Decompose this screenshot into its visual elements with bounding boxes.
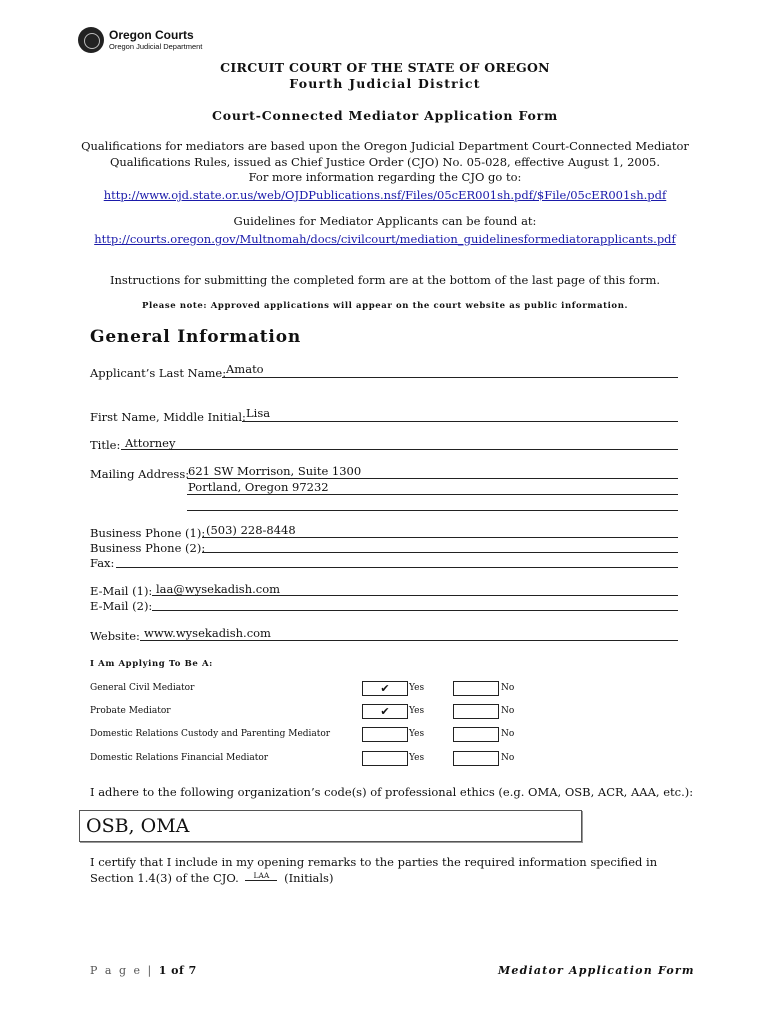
no-label: No <box>501 753 515 763</box>
no-label: No <box>501 706 515 716</box>
page-count: 1 of 7 <box>158 964 197 977</box>
last-name-field[interactable] <box>222 377 678 378</box>
ethics-input[interactable] <box>79 810 582 842</box>
address-field-3[interactable] <box>187 510 678 511</box>
applying-heading: I Am Applying To Be A: <box>90 659 213 669</box>
yes-checkbox[interactable] <box>362 704 408 719</box>
first-name-label: First Name, Middle Initial: <box>90 410 246 424</box>
last-name-value: Amato <box>226 362 264 376</box>
page-number <box>90 964 197 977</box>
instructions-text: Instructions for submitting the completed form are at the bottom of the last page of this form. <box>109 273 661 287</box>
phone1-field[interactable] <box>202 537 678 538</box>
email2-field[interactable] <box>152 610 678 611</box>
yes-label: Yes <box>409 706 425 716</box>
fax-field[interactable] <box>116 567 678 568</box>
district-title: Fourth Judicial District <box>289 76 481 91</box>
yes-checkbox[interactable] <box>362 727 408 742</box>
address-field-2[interactable] <box>187 494 678 495</box>
no-checkbox[interactable] <box>453 704 499 719</box>
yes-checkbox[interactable] <box>362 681 408 696</box>
page-word: P a g e | <box>90 964 154 977</box>
title-label: Title: <box>90 438 121 452</box>
no-checkbox[interactable] <box>453 727 499 742</box>
mediator-type-label: General Civil Mediator <box>90 683 195 693</box>
yes-label: Yes <box>409 753 425 763</box>
email2-label: E-Mail (2): <box>90 599 153 613</box>
no-label: No <box>501 729 515 739</box>
guidelines-text: Guidelines for Mediator Applicants can be found at: <box>233 214 537 228</box>
intro-line-2: Qualifications Rules, issued as Chief Justice Order (CJO) No. 05-028, effective August 1, 2005. <box>109 155 661 169</box>
email1-label: E-Mail (1): <box>90 584 153 598</box>
phone2-field[interactable] <box>202 552 678 553</box>
no-checkbox[interactable] <box>453 751 499 766</box>
website-label: Website: <box>90 629 140 643</box>
mediator-type-label: Probate Mediator <box>90 706 171 716</box>
address-line-1: 621 SW Morrison, Suite 1300 <box>188 464 362 478</box>
cjo-link[interactable]: http://www.ojd.state.or.us/web/OJDPublications.nsf/Files/05cER001sh.pdf/$File/05cER001sh.pdf <box>103 188 667 202</box>
address-field-1[interactable] <box>187 478 678 479</box>
check-mark-icon: ✔ <box>380 705 390 718</box>
ethics-statement: I adhere to the following organization’s code(s) of professional ethics (e.g. OMA, OSB, ACR, AAA, etc.): <box>90 785 694 799</box>
website-field[interactable] <box>140 640 678 641</box>
footer-form-name: Mediator Application Form <box>498 964 695 977</box>
initials-label: (Initials) <box>284 871 334 885</box>
initials-field[interactable] <box>245 871 277 881</box>
intro-line-3: For more information regarding the CJO go to: <box>248 170 522 184</box>
certify-line-2 <box>90 871 333 885</box>
mediator-type-label: Domestic Relations Custody and Parenting Mediator <box>90 729 331 739</box>
ethics-value: OSB, OMA <box>86 815 190 837</box>
first-name-field[interactable] <box>242 421 678 422</box>
guidelines-link[interactable]: http://courts.oregon.gov/Multnomah/docs/civilcourt/mediation_guidelinesformediatorapplicants.pdf <box>94 232 676 246</box>
address-label: Mailing Address: <box>90 467 190 481</box>
court-seal-icon <box>78 27 104 53</box>
no-label: No <box>501 683 515 693</box>
first-name-value: Lisa <box>246 406 271 420</box>
email1-value: laa@wysekadish.com <box>156 582 281 596</box>
mediator-type-label: Domestic Relations Financial Mediator <box>90 753 269 763</box>
oregon-courts-logo <box>78 27 203 57</box>
court-title: CIRCUIT COURT OF THE STATE OF OREGON <box>220 60 550 75</box>
address-line-2: Portland, Oregon 97232 <box>188 480 329 494</box>
initials-value: LAA <box>253 871 270 880</box>
yes-checkbox[interactable] <box>362 751 408 766</box>
check-mark-icon: ✔ <box>380 682 390 695</box>
yes-label: Yes <box>409 729 425 739</box>
no-checkbox[interactable] <box>453 681 499 696</box>
form-title: Court-Connected Mediator Application Form <box>211 108 559 123</box>
certify-section: Section 1.4(3) of the CJO. <box>90 871 239 885</box>
phone2-label: Business Phone (2): <box>90 541 206 555</box>
phone1-label: Business Phone (1): <box>90 526 206 540</box>
logo-subtitle: Oregon Judicial Department <box>109 42 203 51</box>
website-value: www.wysekadish.com <box>144 626 271 640</box>
yes-label: Yes <box>409 683 425 693</box>
title-field[interactable] <box>121 449 678 450</box>
title-value: Attorney <box>125 436 176 450</box>
phone1-value: (503) 228-8448 <box>206 523 296 537</box>
public-note: Please note: Approved applications will appear on the court website as public information. <box>141 301 629 311</box>
last-name-label: Applicant’s Last Name: <box>90 366 227 380</box>
section-heading-general: General Information <box>90 327 301 347</box>
fax-label: Fax: <box>90 556 115 570</box>
intro-line-1: Qualifications for mediators are based upon the Oregon Judicial Department Court-Connected Mediator <box>81 139 689 153</box>
certify-line-1: I certify that I include in my opening remarks to the parties the required information specified in <box>90 855 658 869</box>
logo-name: Oregon Courts <box>109 28 194 42</box>
